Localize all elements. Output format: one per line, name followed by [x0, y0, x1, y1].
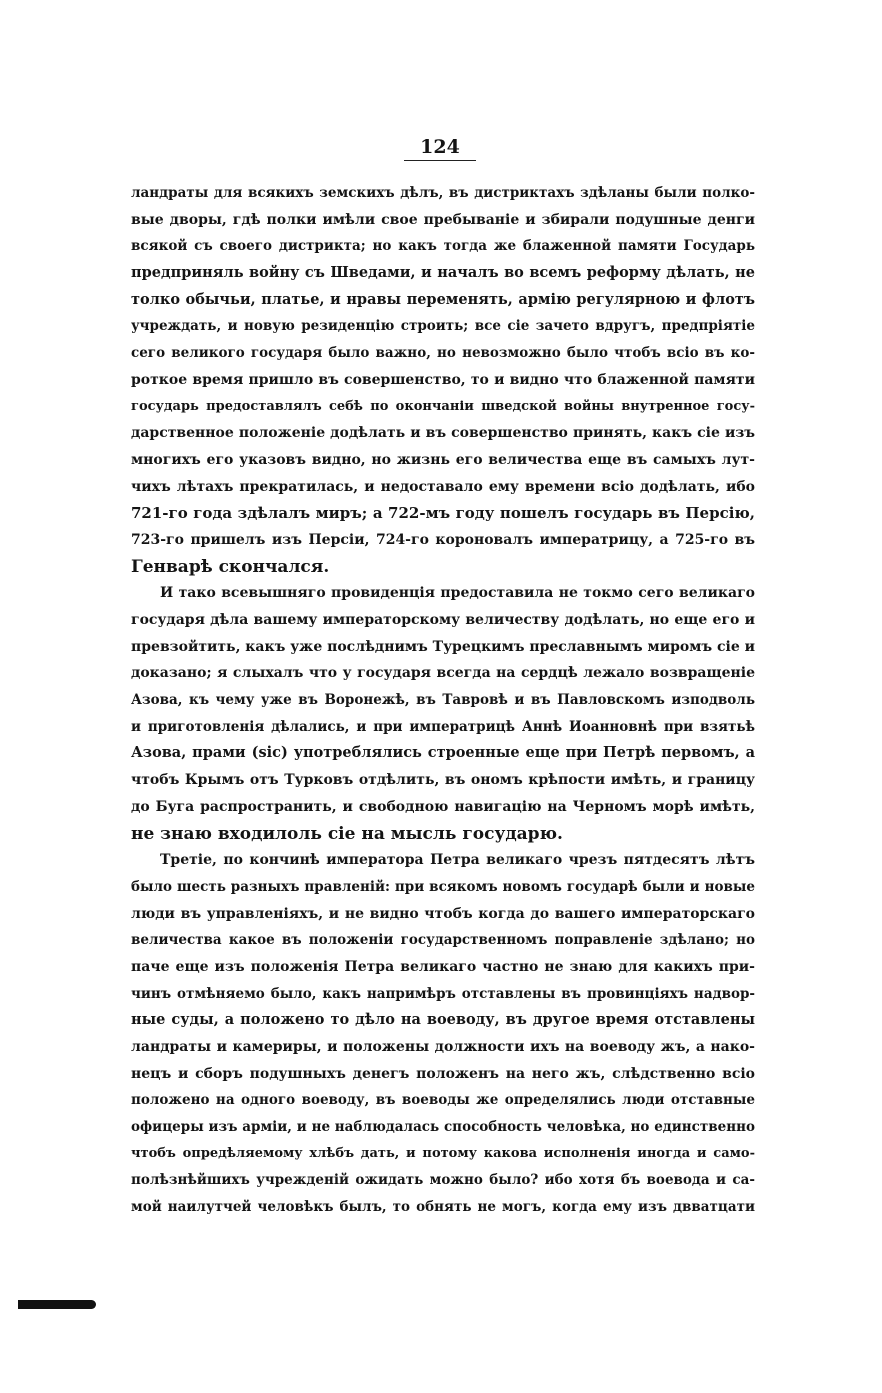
- text-line: офицеры изъ арміи, и не наблюдалась способность человѣка, но единственно: [131, 1119, 755, 1136]
- text-line: положено на одного воеводу, въ воеводы же определялись люди отставные: [131, 1092, 755, 1109]
- text-line: мой наилутчей человѣкъ былъ, то обнять не могъ, когда ему изъ двватцати: [131, 1199, 755, 1216]
- text-line: государь предоставлялъ себѣ по окончаніи шведской войны внутренное госу-: [131, 398, 755, 414]
- text-line: доказано; я слыхалъ что у государя всегда на сердцѣ лежало возвращеніе: [131, 665, 755, 682]
- text-line: ландраты и камериры, и положены должности ихъ на воеводу жъ, а нако-: [131, 1039, 755, 1055]
- text-line: 721-го года здѣлалъ миръ; а 722-мъ году пошелъ государь въ Персію,: [131, 504, 755, 523]
- text-line: дарственное положеніе додѣлать и въ совершенство принять, какъ сіе изъ: [131, 425, 755, 442]
- text-line: Генварѣ скончался.: [131, 556, 330, 577]
- text-line: многихъ его указовъ видно, но жизнь его величества еще въ самыхъ лут-: [131, 451, 755, 468]
- text-line: предприняль войну съ Шведами, и началъ во всемъ реформу дѣлать, не: [131, 264, 755, 282]
- text-line: сего великого государя было важно, но невозможно было чтобъ всіо въ ко-: [131, 345, 755, 362]
- text-line: ные суды, а положено то дѣло на воеводу, въ другое время отставлены: [131, 1011, 755, 1029]
- text-line: чтобъ опредѣляемому хлѣбъ дать, и потому какова исполненія иногда и само-: [131, 1145, 755, 1161]
- paragraph: [131, 847, 755, 1221]
- text-line: 723-го пришелъ изъ Персіи, 724-го короновалъ императрицу, а 725-го въ: [131, 531, 755, 548]
- text-line: всякой съ своего дистрикта; но какъ тогда же блаженной памяти Государь: [131, 238, 755, 255]
- text-line: полѣзнѣйшихъ учрежденій ожидать можно было? ибо хотя бъ воевода и са-: [131, 1172, 755, 1189]
- page-number: 124: [420, 136, 460, 158]
- text-line: чтобъ Крымъ отъ Турковъ отдѣлить, въ ономъ крѣпости имѣть, и границу: [131, 772, 755, 789]
- text-line: чихъ лѣтахъ прекратилась, и недоставало ему времени всіо додѣлать, ибо: [131, 478, 755, 495]
- text-line: толко обычьи, платье, и нравы переменять, армію регулярною и флотъ: [131, 290, 755, 308]
- text-line: превзойтить, какъ уже послѣднимъ Турецкимъ преславнымъ миромъ сіе и: [131, 638, 755, 655]
- text-body: [131, 180, 755, 1221]
- paragraph: [131, 180, 755, 580]
- text-line: и приготовленія дѣлались, и при императрицѣ Аннѣ Иоанновнѣ при взятьѣ: [131, 718, 755, 735]
- text-line: роткое время пришло въ совершенство, то и видно что блаженной памяти: [131, 371, 755, 388]
- text-line: не знаю входилоль сіе на мысль государю.: [131, 823, 563, 844]
- text-line: чинъ отмѣняемо было, какъ напримѣръ отставлены въ провинціяхъ надвор-: [131, 985, 755, 1002]
- text-line: учреждать, и новую резиденцію строить; все сіе зачето вдругъ, предпріятіе: [131, 318, 755, 335]
- paragraph: [131, 580, 755, 847]
- text-line: нецъ и сборъ подушныхъ денегъ положенъ на него жъ, слѣдственно всіо: [131, 1065, 755, 1082]
- page-number-rule: [404, 160, 476, 161]
- text-line: было шесть разныхъ правленій: при всякомъ новомъ государѣ были и новые: [131, 878, 755, 895]
- text-line: величества какое въ положеніи государственномъ поправленіе здѣлано; но: [131, 932, 755, 949]
- text-line: государя дѣла вашему императорскому величеству додѣлать, но еще его и: [131, 612, 755, 628]
- text-line: вые дворы, гдѣ полки имѣли свое пребываніе и збирали подушные денги: [131, 211, 755, 228]
- text-line: Азова, прами (sic) употреблялись строенные еще при Петрѣ первомъ, а: [131, 744, 755, 762]
- text-line: паче еще изъ положенія Петра великаго частно не знаю для какихъ при-: [131, 958, 755, 975]
- text-line: И тако всевышняго провиденція предоставила не токмо сего великаго: [160, 585, 755, 602]
- text-line: Третіе, по кончинѣ императора Петра великаго чрезъ пятдесятъ лѣтъ: [160, 852, 755, 869]
- page-edge-mark: [18, 1300, 96, 1309]
- text-line: люди въ управленіяхъ, и не видно чтобъ когда до вашего императорскаго: [131, 905, 755, 922]
- text-line: ландраты для всякихъ земскихъ дѣлъ, въ дистриктахъ здѣланы были полко-: [131, 185, 755, 201]
- text-line: до Буга распространить, и свободною навигацію на Черномъ морѣ имѣть,: [131, 798, 755, 815]
- text-line: Азова, къ чему уже въ Воронежѣ, въ Тавровѣ и въ Павловскомъ изподволь: [131, 692, 755, 709]
